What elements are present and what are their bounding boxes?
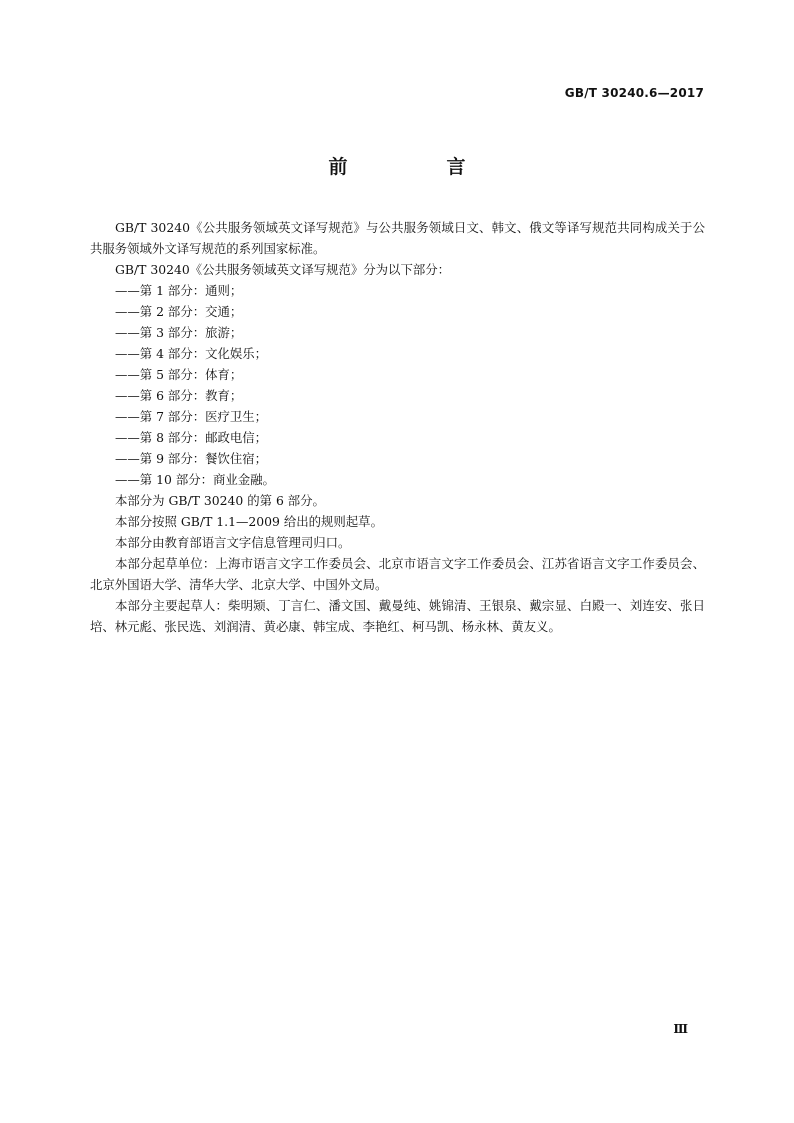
paragraph-drafting-units: 本部分起草单位：上海市语言文字工作委员会、北京市语言文字工作委员会、江苏省语言文字工作委员会、北京外国语大学、清华大学、北京大学、中国外文局。 <box>90 556 705 592</box>
list-item-part-10: ——第 10 部分：商业金融。 <box>115 472 275 487</box>
paragraph-parts-lead: GB/T 30240《公共服务领域英文译写规范》分为以下部分： <box>115 262 451 277</box>
list-item-part-2: ——第 2 部分：交通； <box>115 304 243 319</box>
list-item-part-9: ——第 9 部分：餐饮住宿； <box>115 451 268 466</box>
list-item-part-7: ——第 7 部分：医疗卫生； <box>115 409 268 424</box>
list-item-part-4: ——第 4 部分：文化娱乐； <box>115 346 268 361</box>
page-number: Ⅲ <box>673 1022 688 1036</box>
list-item-part-3: ——第 3 部分：旅游； <box>115 325 243 340</box>
list-item-part-5: ——第 5 部分：体育； <box>115 367 243 382</box>
paragraph-part-statement: 本部分为 GB/T 30240 的第 6 部分。 <box>115 493 325 508</box>
list-item-part-6: ——第 6 部分：教育； <box>115 388 243 403</box>
list-item-part-8: ——第 8 部分：邮政电信； <box>115 430 268 445</box>
paragraph-drafters: 本部分主要起草人：柴明颎、丁言仁、潘文国、戴曼纯、姚锦清、王银泉、戴宗显、白殿一、刘连安、张日培、林元彪、张民选、刘润清、黄必康、韩宝成、李艳红、柯马凯、杨永林、黄友义。 <box>90 598 705 634</box>
preface-body <box>90 217 705 637</box>
standard-number: GB/T 30240.6—2017 <box>564 86 704 100</box>
paragraph-attribution: 本部分由教育部语言文字信息管理司归口。 <box>115 535 351 550</box>
paragraph-intro: GB/T 30240《公共服务领域英文译写规范》与公共服务领域日文、韩文、俄文等译写规范共同构成关于公共服务领域外文译写规范的系列国家标准。 <box>90 220 705 256</box>
page-title: 前 言 <box>328 156 506 178</box>
list-item-part-1: ——第 1 部分：通则； <box>115 283 243 298</box>
paragraph-drafting-rules: 本部分按照 GB/T 1.1—2009 给出的规则起草。 <box>115 514 383 529</box>
